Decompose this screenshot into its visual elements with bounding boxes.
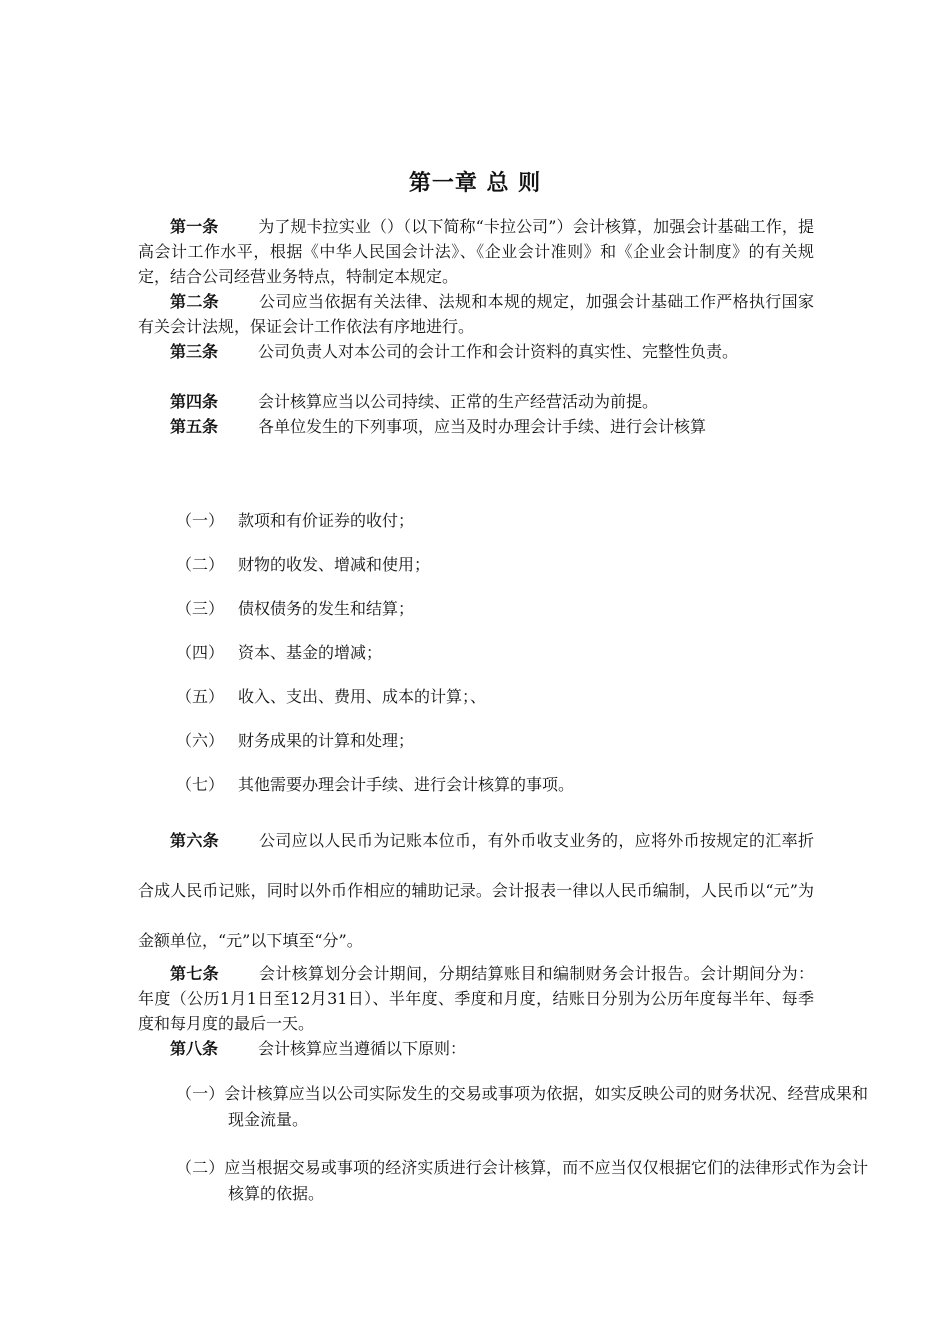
article-text: 公司负责人对本公司的会计工作和会计资料的真实性、完整性负责。 — [258, 342, 739, 361]
article-2 — [138, 289, 814, 339]
principle-item: （一）会计核算应当以公司实际发生的交易或事项为依据，如实反映公司的财务状况、经营成果和现金流量。 — [176, 1084, 868, 1129]
article-text: 各单位发生的下列事项，应当及时办理会计手续、进行会计核算 — [258, 417, 707, 436]
article-label: 第一条 — [170, 217, 219, 236]
article-text: 会计核算应当遵循以下原则： — [258, 1039, 467, 1058]
list-item: （七） 其他需要办理会计手续、进行会计核算的事项。 — [176, 775, 575, 794]
list-item: （一） 款项和有价证券的收付； — [176, 511, 415, 530]
article-text: 公司应当依据有关法律、法规和本规的规定，加强会计基础工作严格执行国家有关会计法规，保证会计工作依法有序地进行。 — [138, 292, 814, 336]
article-7 — [138, 961, 814, 1036]
article-text: 公司应以人民币为记账本位币，有外币收支业务的，应将外币按规定的汇率折合成人民币记账，同时以外币作相应的辅助记录。会计报表一律以人民币编制，人民币以“元”为金额单位，“元”以下填至“分”。 — [138, 831, 814, 950]
article-label: 第六条 — [170, 831, 219, 850]
article-text: 为了规卡拉实业（）（以下简称“卡拉公司”）会计核算，加强会计基础工作，提高会计工作水平，根据《中华人民国会计法》、《企业会计准则》和《企业会计制度》的有关规定，结合公司经营业务特点，特制定本规定。 — [138, 217, 814, 286]
list-item: （二） 财物的收发、增减和使用； — [176, 555, 431, 574]
article-6 — [138, 816, 814, 966]
list-item: （三） 债权债务的发生和结算； — [176, 599, 415, 618]
article-text: 会计核算应当以公司持续、正常的生产经营活动为前提。 — [258, 392, 659, 411]
article-3 — [138, 339, 814, 364]
article-label: 第四条 — [170, 392, 219, 411]
chapter-title: 第一章 总 则 — [408, 171, 542, 196]
article-1 — [138, 214, 814, 289]
article-label: 第八条 — [170, 1039, 219, 1058]
article-4 — [138, 389, 814, 414]
article-label: 第五条 — [170, 417, 219, 436]
article-8 — [138, 1036, 814, 1061]
list-item: （四） 资本、基金的增减； — [176, 643, 383, 662]
article-label: 第三条 — [170, 342, 219, 361]
list-item: （五） 收入、支出、费用、成本的计算；、 — [176, 687, 487, 706]
article-label: 第七条 — [170, 964, 219, 983]
article-5 — [138, 414, 814, 439]
principle-item: （二）应当根据交易或事项的经济实质进行会计核算，而不应当仅仅根据它们的法律形式作为会计核算的依据。 — [176, 1158, 868, 1203]
article-label: 第二条 — [170, 292, 219, 311]
list-item: （六） 财务成果的计算和处理； — [176, 731, 415, 750]
article-text: 会计核算划分会计期间，分期结算账目和编制财务会计报告。会计期间分为：年度（公历1月1日至12月31日）、半年度、季度和月度，结账日分别为公历年度每半年、每季度和每月度的最后一天。 — [138, 964, 814, 1033]
